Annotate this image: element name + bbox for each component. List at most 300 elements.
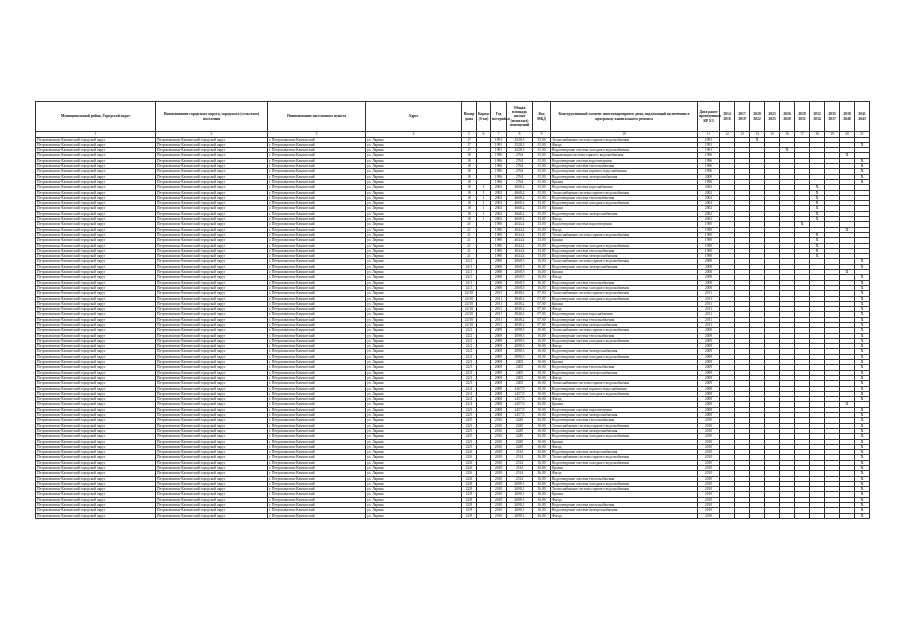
table-cell: 2010 [698, 481, 720, 486]
table-cell: 1990 [698, 243, 720, 248]
table-cell: г. Петропавловск-Камчатский [268, 243, 366, 248]
table-cell: Петропавловск-Камчатский городской округ [36, 190, 156, 195]
element-cell: Теплоснабжение система горячего водоснабжения [551, 232, 698, 237]
table-cell: 2009 [491, 349, 507, 354]
table-cell: ул. Ларина [366, 354, 462, 359]
schedule-mark: X [855, 466, 870, 471]
table-cell: Петропавловск-Камчатский городской округ [156, 280, 268, 285]
table-cell: 2008 [698, 413, 720, 418]
table-cell: Петропавловск-Камчатский городской округ [36, 503, 156, 508]
table-cell: г. Петропавловск-Камчатский [268, 407, 366, 412]
table-cell: 2010 [491, 418, 507, 423]
table-cell: ул. Ларина [366, 481, 462, 486]
table-cell: Петропавловск-Камчатский городской округ [36, 248, 156, 253]
table-cell: 16,00 [533, 413, 551, 418]
table-cell: Петропавловск-Камчатский городской округ [156, 497, 268, 502]
table-cell: 07,00 [533, 312, 551, 317]
element-cell: Канализация система горячего водоснабжения [551, 153, 698, 158]
table-cell: Петропавловск-Камчатский городской округ [156, 174, 268, 179]
schedule-mark: X [855, 492, 870, 497]
table-cell: 2010 [491, 428, 507, 433]
table-cell: 2011 [698, 322, 720, 327]
column-number: 6 [477, 132, 491, 138]
table-cell: Петропавловск-Камчатский городской округ [36, 434, 156, 439]
schedule-mark: X [810, 195, 825, 200]
table-cell: 22/8 [462, 503, 477, 508]
column-header: Год постройки [491, 102, 507, 132]
table-cell: 2008 [491, 391, 507, 396]
table-cell: 2698,1 [507, 481, 533, 486]
table-cell: 2068,5 [507, 259, 533, 264]
table-cell: Петропавловск-Камчатский городской округ [36, 381, 156, 386]
table-cell: Петропавловск-Камчатский городской округ [36, 460, 156, 465]
table-cell: Петропавловск-Камчатский городской округ [36, 444, 156, 449]
table-cell: 1990 [698, 238, 720, 243]
table-cell: 4848,2 [507, 296, 533, 301]
table-cell: Петропавловск-Камчатский городской округ [36, 206, 156, 211]
table-cell: ул. Ларина [366, 227, 462, 232]
table-cell: 07,00 [533, 301, 551, 306]
table-cell: 22/4 [462, 402, 477, 407]
schedule-mark: X [810, 206, 825, 211]
table-cell: ул. Ларина [366, 291, 462, 296]
table-cell: ул. Ларина [366, 407, 462, 412]
table-cell: 16,00 [533, 391, 551, 396]
table-cell: Петропавловск-Камчатский городской округ [156, 285, 268, 290]
schedule-mark: X [855, 179, 870, 184]
table-cell: 1990 [491, 222, 507, 227]
table-cell: ул. Ларина [366, 413, 462, 418]
table-cell: Петропавловск-Камчатский городской округ [156, 248, 268, 253]
table-cell: Петропавловск-Камчатский городской округ [156, 481, 268, 486]
table-cell: ул. Ларина [366, 508, 462, 513]
table-cell: 2009 [491, 365, 507, 370]
table-cell: 2009 [491, 328, 507, 333]
table-cell: Петропавловск-Камчатский городской округ [36, 402, 156, 407]
table-cell: 4668,2 [507, 190, 533, 195]
table-cell: 2010 [491, 471, 507, 476]
table-cell: ул. Ларина [366, 492, 462, 497]
table-cell: Петропавловск-Камчатский городской округ [36, 222, 156, 227]
column-number: 2 [156, 132, 268, 138]
column-header: 2041 2043 [855, 102, 870, 132]
table-cell: Петропавловск-Камчатский городской округ [36, 153, 156, 158]
schedule-mark: X [855, 365, 870, 370]
column-header: Наименование городского округа, городского (сельского) поселения [156, 102, 268, 132]
table-cell: Петропавловск-Камчатский городской округ [36, 142, 156, 147]
schedule-mark: X [855, 391, 870, 396]
table-cell: 16,00 [533, 439, 551, 444]
table-cell: 15,00 [533, 238, 551, 243]
table-cell: ул. Ларина [366, 402, 462, 407]
table-cell: 2009 [698, 328, 720, 333]
table-cell: 2008 [491, 259, 507, 264]
table-cell: 2008 [698, 264, 720, 269]
column-header: 2014 2016 [720, 102, 735, 132]
table-cell: 1 [477, 211, 491, 216]
table-cell: г. Петропавловск-Камчатский [268, 338, 366, 343]
schedule-mark: X [855, 370, 870, 375]
table-cell: Петропавловск-Камчатский городской округ [156, 158, 268, 163]
table-cell: 2011 [491, 322, 507, 327]
table-cell: ул. Ларина [366, 169, 462, 174]
table-cell: 2010 [491, 444, 507, 449]
table-cell: 2010 [491, 503, 507, 508]
table-cell: 2010 [491, 434, 507, 439]
table-cell: Петропавловск-Камчатский городской округ [36, 174, 156, 179]
table-cell: Петропавловск-Камчатский городской округ [156, 349, 268, 354]
table-cell: г. Петропавловск-Камчатский [268, 259, 366, 264]
table-cell: 2514 [507, 460, 533, 465]
table-cell: Петропавловск-Камчатский городской округ [156, 259, 268, 264]
table-cell: 16,00 [533, 360, 551, 365]
table-cell: 16,00 [533, 444, 551, 449]
table-cell: Петропавловск-Камчатский городской округ [36, 492, 156, 497]
table-cell: г. Петропавловск-Камчатский [268, 254, 366, 259]
table-cell: 4848,2 [507, 317, 533, 322]
table-cell: Петропавловск-Камчатский городской округ [36, 508, 156, 513]
table-cell: 2528,3 [507, 142, 533, 147]
table-cell: Петропавловск-Камчатский городской округ [156, 137, 268, 142]
schedule-mark: X [855, 413, 870, 418]
element-cell: Водоотведение система теплоснабжения [551, 418, 698, 423]
table-cell: г. Петропавловск-Камчатский [268, 301, 366, 306]
table-cell: ул. Ларина [366, 185, 462, 190]
column-number: 10 [551, 132, 698, 138]
table-cell: 22/5 [462, 439, 477, 444]
table-cell: г. Петропавловск-Камчатский [268, 434, 366, 439]
table-cell: г. Петропавловск-Камчатский [268, 280, 366, 285]
table-cell: г. Петропавловск-Камчатский [268, 386, 366, 391]
table-cell: 2010 [698, 471, 720, 476]
table-cell: 07,00 [533, 322, 551, 327]
table-cell: г. Петропавловск-Камчатский [268, 333, 366, 338]
table-cell: 2010 [698, 476, 720, 481]
table-cell: 1 [477, 195, 491, 200]
table-cell: 2457,9 [507, 407, 533, 412]
schedule-mark: X [810, 190, 825, 195]
element-cell: Водоотведение система теплоснабжения [551, 476, 698, 481]
table-cell: 22/9 [462, 513, 477, 518]
table-cell: ул. Ларина [366, 206, 462, 211]
table-cell: ул. Ларина [366, 164, 462, 169]
schedule-mark: X [855, 158, 870, 163]
column-header: Дата ранее проведенных КР ЕЗ [698, 102, 720, 132]
table-cell: Петропавловск-Камчатский городской округ [156, 439, 268, 444]
table-cell: Петропавловск-Камчатский городской округ [36, 264, 156, 269]
element-cell: Водоотведение система холодного водоснабжения [551, 391, 698, 396]
schedule-mark: X [810, 238, 825, 243]
schedule-mark: X [855, 275, 870, 280]
table-cell: 22/2 [462, 354, 477, 359]
table-cell: 16,00 [533, 428, 551, 433]
table-cell: 16,00 [533, 423, 551, 428]
table-cell: г. Петропавловск-Камчатский [268, 466, 366, 471]
table-cell: Петропавловск-Камчатский городской округ [156, 413, 268, 418]
table-cell: Петропавловск-Камчатский городской округ [156, 296, 268, 301]
table-cell: г. Петропавловск-Камчатский [268, 381, 366, 386]
element-cell: Теплоснабжение система горячего водоснабжения [551, 328, 698, 333]
table-cell: 22/5 [462, 444, 477, 449]
table-cell: 2009 [698, 375, 720, 380]
table-cell: 22/4 [462, 397, 477, 402]
table-cell: 4848,2 [507, 301, 533, 306]
table-cell: 2002 [698, 206, 720, 211]
element-cell: Теплоснабжение система горячего водоснабжения [551, 137, 698, 142]
table-cell: ул. Ларина [366, 153, 462, 158]
table-cell: Петропавловск-Камчатский городской округ [36, 349, 156, 354]
table-cell: Петропавловск-Камчатский городской округ [156, 185, 268, 190]
table-cell: 16,00 [533, 402, 551, 407]
table-cell: г. Петропавловск-Камчатский [268, 370, 366, 375]
table-cell: Петропавловск-Камчатский городской округ [156, 164, 268, 169]
column-header: 2029 2031 [795, 102, 810, 132]
table-cell: 2764 [507, 158, 533, 163]
table-cell: ул. Ларина [366, 142, 462, 147]
column-number: 17 [795, 132, 810, 138]
element-cell: Водоотведение система холодного водоснабжения [551, 201, 698, 206]
table-cell: 16,00 [533, 386, 551, 391]
table-cell: Петропавловск-Камчатский городской округ [36, 317, 156, 322]
table-cell: 2002 [491, 217, 507, 222]
table-cell: 4668,2 [507, 195, 533, 200]
table-cell: Петропавловск-Камчатский городской округ [156, 312, 268, 317]
table-cell: 22/6 [462, 466, 477, 471]
schedule-mark [765, 513, 780, 518]
table-cell: 4668,2 [507, 201, 533, 206]
element-cell: Теплоснабжение система горячего водоснабжения [551, 259, 698, 264]
table-cell: Петропавловск-Камчатский городской округ [156, 254, 268, 259]
table-cell: ул. Ларина [366, 211, 462, 216]
table-cell: 2764 [507, 174, 533, 179]
schedule-mark: X [810, 232, 825, 237]
table-cell: Петропавловск-Камчатский городской округ [36, 418, 156, 423]
table-cell: Петропавловск-Камчатский городской округ [36, 375, 156, 380]
table-cell: Петропавловск-Камчатский городской округ [156, 423, 268, 428]
table-cell: 2068,5 [507, 285, 533, 290]
table-cell: 16,00 [533, 481, 551, 486]
table-cell: ул. Ларина [366, 243, 462, 248]
table-cell: 4668,2 [507, 217, 533, 222]
table-cell: Петропавловск-Камчатский городской округ [156, 391, 268, 396]
element-cell: Крыша [551, 301, 698, 306]
table-cell: Петропавловск-Камчатский городской округ [156, 179, 268, 184]
schedule-mark [840, 513, 855, 518]
schedule-mark: X [855, 386, 870, 391]
table-cell: 15,00 [533, 243, 551, 248]
element-cell: Крыша [551, 439, 698, 444]
table-cell: 22/2 [462, 338, 477, 343]
element-cell: Водоотведение система электроснабжения [551, 211, 698, 216]
table-cell: 2002 [491, 185, 507, 190]
table-cell: 2514 [507, 455, 533, 460]
element-cell: Водоотведение система электроснабжения [551, 450, 698, 455]
table-cell: ул. Ларина [366, 487, 462, 492]
table-cell: Петропавловск-Камчатский городской округ [156, 238, 268, 243]
schedule-mark: X [855, 317, 870, 322]
table-cell: 1 [477, 190, 491, 195]
table-cell: 2009 [698, 370, 720, 375]
element-cell: Крыша [551, 206, 698, 211]
table-cell: 2009 [698, 333, 720, 338]
table-cell: ул. Ларина [366, 455, 462, 460]
schedule-mark: X [810, 217, 825, 222]
table-cell: 1990 [698, 254, 720, 259]
table-cell: 18 [462, 158, 477, 163]
element-cell: Водоотведение система холодного водоснабжения [551, 481, 698, 486]
table-cell: 18 [462, 190, 477, 195]
table-cell: г. Петропавловск-Камчатский [268, 201, 366, 206]
table-cell: Петропавловск-Камчатский городской округ [36, 296, 156, 301]
table-cell: г. Петропавловск-Камчатский [268, 487, 366, 492]
table-cell: ул. Ларина [366, 238, 462, 243]
table-cell: 2008 [698, 391, 720, 396]
table-cell: Петропавловск-Камчатский городской округ [36, 217, 156, 222]
table-cell: Петропавловск-Камчатский городской округ [36, 211, 156, 216]
table-cell: 2011 [698, 291, 720, 296]
table-cell: Петропавловск-Камчатский городской округ [156, 275, 268, 280]
table-cell: 2008 [491, 402, 507, 407]
table-cell: г. Петропавловск-Камчатский [268, 270, 366, 275]
element-cell: Крыша [551, 492, 698, 497]
column-number: 19 [825, 132, 840, 138]
table-cell: 2008 [698, 285, 720, 290]
column-header: 2038 2040 [840, 102, 855, 132]
table-cell: 1996 [698, 164, 720, 169]
table-cell: 1996 [491, 164, 507, 169]
table-cell: г. Петропавловск-Камчатский [268, 148, 366, 153]
element-cell: Теплоснабжение система горячего водоснабжения [551, 455, 698, 460]
table-cell: Петропавловск-Камчатский городской округ [36, 158, 156, 163]
table-cell: ул. Ларина [366, 349, 462, 354]
element-cell: Водоотведение система холодного водоснабжения [551, 243, 698, 248]
table-cell: 2764 [507, 153, 533, 158]
table-cell: ул. Ларина [366, 397, 462, 402]
table-cell: 2405 [507, 365, 533, 370]
table-cell: 15,00 [533, 164, 551, 169]
table-cell: Петропавловск-Камчатский городской округ [36, 466, 156, 471]
table-cell: 2009 [698, 349, 720, 354]
table-cell: 22/5 [462, 418, 477, 423]
table-cell: 1 [477, 201, 491, 206]
table-cell: 2011 [698, 317, 720, 322]
table-cell: ул. Ларина [366, 381, 462, 386]
table-cell: 2008 [698, 397, 720, 402]
table-cell: 2068,5 [507, 275, 533, 280]
schedule-mark: X [855, 418, 870, 423]
table-cell: 2011 [491, 317, 507, 322]
table-cell: Петропавловск-Камчатский городской округ [156, 434, 268, 439]
table-cell: 1 [477, 185, 491, 190]
table-cell: г. Петропавловск-Камчатский [268, 185, 366, 190]
table-cell: 2009 [491, 375, 507, 380]
table-cell: 2008 [698, 386, 720, 391]
element-cell: Водоотведение система водоотведения [551, 222, 698, 227]
table-cell: г. Петропавловск-Камчатский [268, 365, 366, 370]
column-number: 14 [750, 132, 765, 138]
table-cell: 15,00 [533, 232, 551, 237]
table-cell: 2405 [507, 381, 533, 386]
table-cell: 2011 [491, 296, 507, 301]
table-cell: ул. Ларина [366, 307, 462, 312]
column-header: Номер дома [462, 102, 477, 132]
table-cell: 15,00 [533, 227, 551, 232]
column-number: 7 [491, 132, 507, 138]
table-cell: 2008 [698, 259, 720, 264]
column-header: 2032 2034 [810, 102, 825, 132]
table-cell: ул. Ларина [366, 428, 462, 433]
element-cell: Водоотведение система электроснабжения [551, 370, 698, 375]
schedule-mark: X [855, 508, 870, 513]
table-cell: 22/1 [462, 259, 477, 264]
element-cell: Водоотведение система электроснабжения [551, 413, 698, 418]
table-cell: г. Петропавловск-Камчатский [268, 450, 366, 455]
table-cell: г. Петропавловск-Камчатский [268, 344, 366, 349]
table-cell: 2010 [698, 428, 720, 433]
table-cell: 16,00 [533, 270, 551, 275]
table-cell: 18 [462, 164, 477, 169]
schedule-mark: X [855, 450, 870, 455]
table-cell: Петропавловск-Камчатский городской округ [156, 338, 268, 343]
table-cell: г. Петропавловск-Камчатский [268, 169, 366, 174]
table-cell: 1 [477, 206, 491, 211]
table-cell: 2008 [698, 275, 720, 280]
table-cell: ул. Ларина [366, 497, 462, 502]
table-cell: 2011 [698, 296, 720, 301]
table-cell: Петропавловск-Камчатский городской округ [156, 211, 268, 216]
table-cell: 2009 [491, 381, 507, 386]
table-cell: 22/3 [462, 365, 477, 370]
element-cell: Водоотведение система теплоснабжения [551, 365, 698, 370]
schedule-mark: X [840, 153, 855, 158]
table-cell: 2010 [698, 423, 720, 428]
table-cell: 22/5 [462, 413, 477, 418]
table-cell: 22/3 [462, 370, 477, 375]
table-cell: 22/2 [462, 349, 477, 354]
schedule-mark: X [855, 296, 870, 301]
table-cell: ул. Ларина [366, 476, 462, 481]
column-header: 2023 2025 [765, 102, 780, 132]
table-cell: 1990 [491, 243, 507, 248]
table-cell: Петропавловск-Камчатский городской округ [36, 481, 156, 486]
table-cell: Петропавловск-Камчатский городской округ [36, 185, 156, 190]
table-cell: ул. Ларина [366, 312, 462, 317]
table-cell: Петропавловск-Камчатский городской округ [36, 179, 156, 184]
table-cell: 2010 [698, 503, 720, 508]
element-cell: Водоотведение система теплоснабжения [551, 164, 698, 169]
column-number: 18 [810, 132, 825, 138]
table-cell: Петропавловск-Камчатский городской округ [36, 333, 156, 338]
table-cell: 4668,2 [507, 206, 533, 211]
table-cell: 1996 [698, 158, 720, 163]
table-cell: 2098,3 [507, 328, 533, 333]
table-cell: Петропавловск-Камчатский городской округ [156, 508, 268, 513]
table-cell: 1991 [698, 148, 720, 153]
table-cell: г. Петропавловск-Камчатский [268, 508, 366, 513]
table-cell: 1991 [491, 137, 507, 142]
table-cell: 2002 [698, 190, 720, 195]
schedule-mark: X [810, 211, 825, 216]
table-cell: 22/10 [462, 301, 477, 306]
table-cell: 21 [462, 227, 477, 232]
table-cell: 2002 [698, 185, 720, 190]
table-cell: ул. Ларина [366, 444, 462, 449]
table-cell: 2010 [698, 492, 720, 497]
table-cell: 2514 [507, 466, 533, 471]
table-cell: Петропавловск-Камчатский городской округ [156, 428, 268, 433]
table-cell: 16,00 [533, 466, 551, 471]
table-cell: Петропавловск-Камчатский городской округ [156, 148, 268, 153]
